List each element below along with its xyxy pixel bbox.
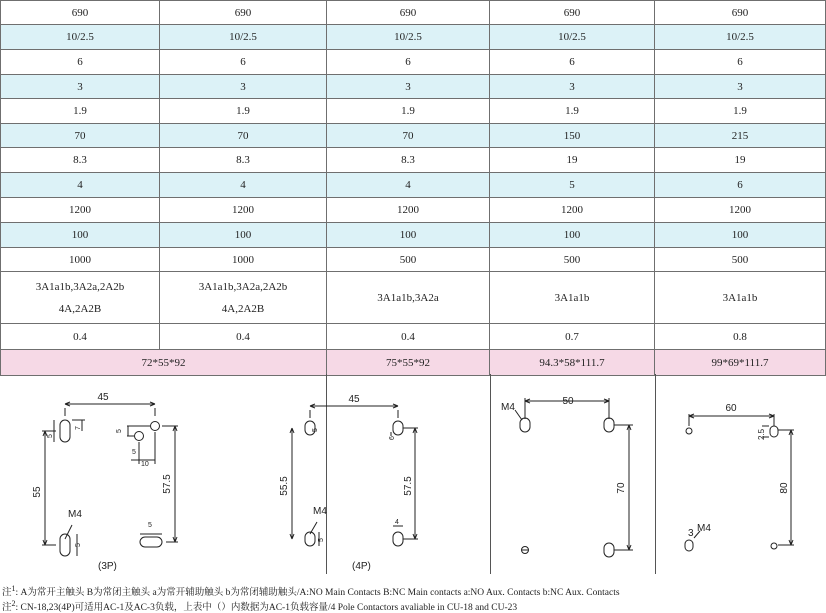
dimension-cell: 72*55*92 <box>1 350 327 376</box>
table-cell: 690 <box>327 1 490 25</box>
cell-line: 4A,2A2B <box>58 302 102 315</box>
table-cell: 10/2.5 <box>327 25 490 50</box>
table-cell: 1200 <box>655 198 826 223</box>
caption-4p: (4P) <box>352 561 371 572</box>
table-cell: 6 <box>327 50 490 75</box>
dim-3p-s4: 5 <box>132 449 136 456</box>
dim-4-right: 80 <box>779 482 790 494</box>
screw-3p-label: M4 <box>68 509 82 520</box>
table-cell: 0.7 <box>490 324 655 350</box>
dim-4p-top: 45 <box>348 394 360 405</box>
table-cell <box>655 272 826 324</box>
dim-3p-s6: 5 <box>148 522 152 529</box>
table-cell: 1200 <box>490 198 655 223</box>
table-cell: 70 <box>327 124 490 148</box>
screw-3-label: M4 <box>501 402 515 413</box>
table-cell: 6 <box>655 173 826 198</box>
dim-3p-top: 45 <box>97 392 109 403</box>
dim-3p-s3: 5 <box>116 429 123 433</box>
cell-line: 4A,2A2B <box>221 302 265 315</box>
table-cell: 500 <box>327 248 490 272</box>
dimension-row <box>1 350 826 376</box>
dim-4p-left: 55.5 <box>279 476 290 496</box>
drawing-3 <box>491 374 655 574</box>
table-cell: 1200 <box>160 198 327 223</box>
dim-3p-s1: 5 <box>47 434 54 438</box>
table-cell: 6 <box>490 50 655 75</box>
table-cell: 70 <box>1 124 160 148</box>
note-1-number: 1 <box>11 584 16 593</box>
table-cell: 0.8 <box>655 324 826 350</box>
dim-4p-s2: 6 <box>389 436 396 440</box>
note-2-text: : CN-18,23(4P)可适用AC-1及AC-3负载，上表中（）内数据为AC-1负载容量/4 Pole Contactors avaliable in CU-18 and CU-23 <box>15 603 518 613</box>
dim-3p-right: 57.5 <box>162 474 173 494</box>
table-cell: 8.3 <box>160 148 327 173</box>
table-cell <box>490 272 655 324</box>
cell-line: 3A1a1b <box>722 291 758 304</box>
spec-table-body <box>1 1 826 376</box>
table-cell: 215 <box>655 124 826 148</box>
note-1-prefix: 注 <box>2 588 12 599</box>
table-cell <box>1 272 160 324</box>
cell-line: 3A1a1b <box>554 291 590 304</box>
table-row <box>1 1 826 25</box>
table-cell: 1200 <box>327 198 490 223</box>
table-row <box>1 75 826 99</box>
table-cell: 10/2.5 <box>160 25 327 50</box>
table-cell: 690 <box>1 1 160 25</box>
table-row <box>1 198 826 223</box>
cell-line: 3A1a1b,3A2a <box>377 291 439 304</box>
dim-4-s2: 3 <box>688 528 694 539</box>
table-cell: 100 <box>327 223 490 248</box>
table-cell: 3 <box>655 75 826 99</box>
table-cell: 1000 <box>160 248 327 272</box>
dim-3p-left: 55 <box>32 486 43 498</box>
table-cell: 10/2.5 <box>655 25 826 50</box>
dim-4p-s1: 5 <box>312 428 319 432</box>
table-row <box>1 223 826 248</box>
table-cell: 19 <box>490 148 655 173</box>
dimension-cell: 75*55*92 <box>327 350 490 376</box>
dim-4p-right: 57.5 <box>403 476 414 496</box>
table-cell: 3 <box>327 75 490 99</box>
table-cell: 100 <box>490 223 655 248</box>
table-cell: 500 <box>655 248 826 272</box>
table-cell: 100 <box>160 223 327 248</box>
screw-4p-label: M4 <box>313 506 327 517</box>
drawing-4p-svg <box>279 374 490 574</box>
dim-3p-s2: 7 <box>75 426 82 430</box>
table-cell: 19 <box>655 148 826 173</box>
table-cell: 690 <box>490 1 655 25</box>
table-cell: 690 <box>160 1 327 25</box>
table-row <box>1 173 826 198</box>
table-row <box>1 124 826 148</box>
table-cell: 8.3 <box>1 148 160 173</box>
table-cell: 1000 <box>1 248 160 272</box>
table-cell: 6 <box>1 50 160 75</box>
dim-4p-s4: 4 <box>395 519 399 526</box>
table-cell: 0.4 <box>160 324 327 350</box>
screw-4-label: M4 <box>697 523 711 534</box>
dimension-cell: 94.3*58*111.7 <box>490 350 655 376</box>
dim-3-top: 50 <box>562 396 574 407</box>
table-cell <box>327 272 490 324</box>
table-row <box>1 99 826 124</box>
table-cell: 8.3 <box>327 148 490 173</box>
table-cell: 500 <box>490 248 655 272</box>
note-2-prefix: 注 <box>2 603 12 613</box>
caption-3p: (3P) <box>98 561 117 572</box>
dim-3p-s7: 5 <box>75 543 82 547</box>
table-cell: 5 <box>490 173 655 198</box>
dim-3-right: 70 <box>616 482 627 494</box>
note-2-number: 2 <box>11 599 16 608</box>
table-cell: 6 <box>160 50 327 75</box>
table-cell: 1.9 <box>490 99 655 124</box>
drawing-3p-svg <box>0 374 326 574</box>
table-cell: 1.9 <box>1 99 160 124</box>
drawing-area <box>0 374 825 574</box>
table-cell: 100 <box>655 223 826 248</box>
drawing-4 <box>656 374 825 574</box>
table-cell: 0.4 <box>327 324 490 350</box>
table-cell: 70 <box>160 124 327 148</box>
drawing-3p <box>0 374 326 574</box>
table-row <box>1 324 826 350</box>
drawing-3-svg <box>491 374 655 574</box>
dim-4p-s3: 5 <box>318 538 325 542</box>
table-cell: 1.9 <box>655 99 826 124</box>
dimension-cell: 99*69*111.7 <box>655 350 826 376</box>
table-row <box>1 25 826 50</box>
table-cell: 4 <box>1 173 160 198</box>
table-cell: 3 <box>1 75 160 99</box>
note-2 <box>2 599 517 613</box>
drawing-4-svg <box>656 374 825 574</box>
table-cell: 10/2.5 <box>1 25 160 50</box>
table-cell: 10/2.5 <box>490 25 655 50</box>
dim-4-s1: 2.5 <box>757 428 766 440</box>
cell-line: 3A1a1b,3A2a,2A2b <box>198 280 288 293</box>
table-cell: 690 <box>655 1 826 25</box>
table-cell: 100 <box>1 223 160 248</box>
table-cell: 4 <box>160 173 327 198</box>
table-cell: 150 <box>490 124 655 148</box>
table-cell: 1.9 <box>327 99 490 124</box>
table-cell: 6 <box>655 50 826 75</box>
table-cell: 1.9 <box>160 99 327 124</box>
table-row <box>1 272 826 324</box>
table-row <box>1 50 826 75</box>
table-cell: 4 <box>327 173 490 198</box>
note-1-text: : A为常开主触头 B为常闭主触头 a为常开辅助触头 b为常闭辅助触头/A:NO Main Contacts B:NC Main contacts a:NO Aux. Contacts b:NC Aux. Contacts <box>15 588 620 599</box>
table-cell <box>160 272 327 324</box>
drawing-4p <box>279 374 490 574</box>
table-row <box>1 148 826 173</box>
dim-3p-s5: 10 <box>141 461 149 468</box>
cell-line: 3A1a1b,3A2a,2A2b <box>35 280 125 293</box>
table-cell: 3 <box>160 75 327 99</box>
dim-4-top: 60 <box>725 403 737 414</box>
table-cell: 0.4 <box>1 324 160 350</box>
note-1 <box>2 584 620 598</box>
table-cell: 3 <box>490 75 655 99</box>
table-cell: 1200 <box>1 198 160 223</box>
table-row <box>1 248 826 272</box>
